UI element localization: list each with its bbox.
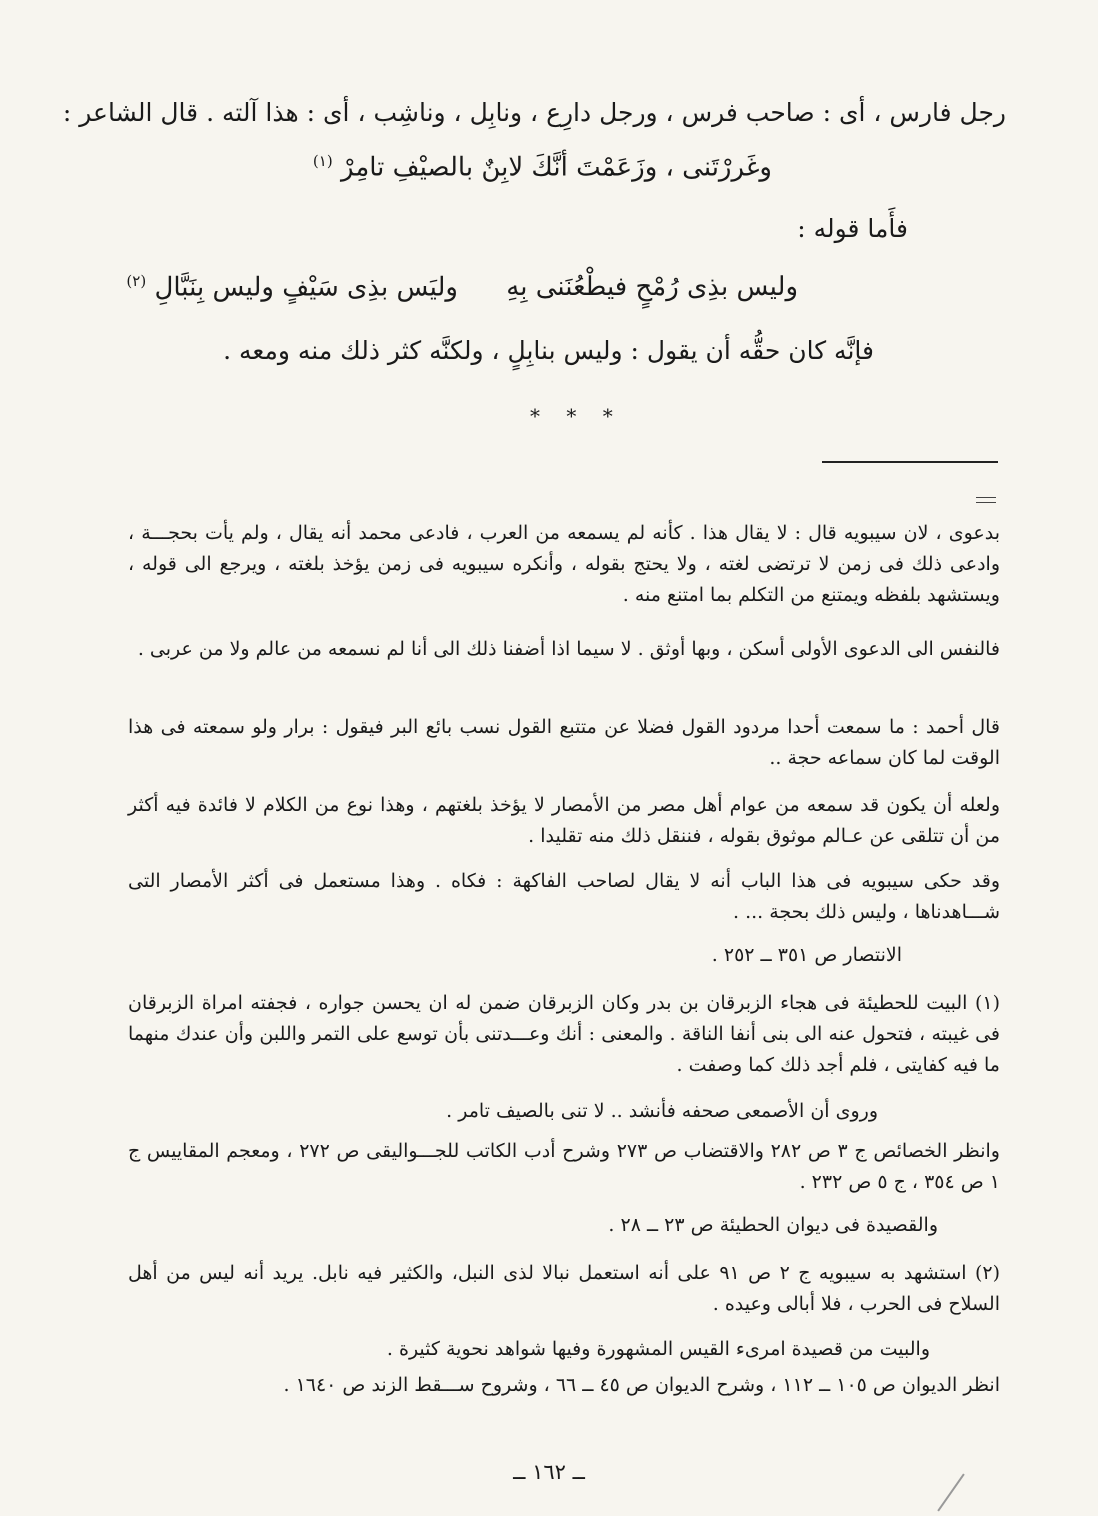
double-line-mark	[976, 497, 996, 503]
section-divider-stars: * * *	[530, 404, 623, 428]
footnote-1-diwan: والقصيدة فى ديوان الحطيئة ص ٢٣ ــ ٢٨ .	[608, 1214, 938, 1236]
footnote-paragraph-4: ولعله أن يكون قد سمعه من عوام أهل مصر من الأمصار لا يؤخذ بلغتهم ، وهذا نوع من الكلام لا فائدة فيه أكثر من أن تتلقى عن عـالم موثوق بقوله ، فننقل ذلك منه تقليدا .	[128, 794, 1000, 847]
footnote-ref-1: (١)	[312, 152, 333, 170]
footnote-1-references: وانظر الخصائص ج ٣ ص ٢٨٢ والاقتضاب ص ٢٧٣ وشرح أدب الكاتب للجـــواليقى ص ٢٧٢ ، ومعجم المقاييس ج ١ ص ٣٥٤ ، ج ٥ ص ٢٣٢ .	[128, 1140, 1000, 1193]
verse-2-first-hemistich: وليس بذِى رُمْحٍ فيطْعُنَنى بِهِ	[506, 272, 798, 302]
footnote-1: (١) البيت للحطيئة فى هجاء الزبرقان بن بدر وكان الزبرقان ضمن له ان يحسن جواره ، فجفته امراة الزبرقان فى غيبته ، فتحول عنه الى بنى أنفا الناقة . والمعنى : أنك وعـــدتنى بأن توسع على التمر واللبن وأن عندك منهما ما فيه كفايتى ، فلم أجد ذلك كما وصفت .	[128, 992, 1000, 1076]
footnote-paragraph-2: فالنفس الى الدعوى الأولى أسكن ، وبها أوثق . لا سيما اذا أضفنا ذلك الى أنا لم نسمعه من عالم ولا من عربى .	[137, 638, 1000, 660]
verse-1	[313, 152, 772, 183]
footnote-2-poem: والبيت من قصيدة امرىء القيس المشهورة وفيها شواهد نحوية كثيرة .	[386, 1338, 930, 1360]
main-line-1: رجل فارس ، أى : صاحب فرس ، ورجل دارِع ، ونابِل ، وناشِب ، أى : هذا آلته . قال الشاعر :	[62, 98, 1006, 127]
verse-2-second-text: وليَس بذِى سَيْفٍ وليس بِنَبَّالِ	[154, 272, 458, 303]
verse-2-second-hemistich	[126, 272, 458, 303]
footnote-separator-rule	[822, 461, 998, 463]
main-line-3: فأَما قوله :	[797, 214, 908, 243]
footnote-ref-2: (٢)	[126, 272, 147, 290]
footnote-paragraph-1: بدعوى ، لان سيبويه قال : لا يقال هذا . كأنه لم يسمعه من العرب ، فادعى محمد أنه يقال ، ولم يأت بحجـــة ، وادعى ذلك فى زمن لا ترتضى لغته ، ولا يحتج بقوله ، وأنكره سيبويه فى زمن يؤخذ بلغته ، ويرجع الى قوله ، ويستشهد بلفظه ويمتنع من التكلم بما امتنع منه .	[128, 522, 1000, 606]
page-number: ــ ١٦٢ ــ	[513, 1460, 585, 1484]
footnote-2: (٢) استشهد به سيبويه ج ٢ ص ٩١ على أنه استعمل نبالا لذى النبل، والكثير فيه نابل. يريد أنه ليس من أهل السلاح فى الحرب ، فلا أبالى وعيده .	[128, 1262, 1001, 1315]
footnote-paragraph-5: وقد حكى سيبويه فى هذا الباب أنه لا يقال لصاحب الفاكهة : فكاه . وهذا مستعمل فى أكثر الأمصار التى شـــاهدناها ، وليس ذلك بحجة ... .	[128, 870, 1000, 923]
footnote-source: الانتصار ص ٣٥١ ــ ٢٥٢ .	[711, 944, 902, 966]
footnote-2-references: انظر الديوان ص ١٠٥ ــ ١١٢ ، وشرح الديوان ص ٤٥ ــ ٦٦ ، وشروح ســـقط الزند ص ١٦٤٠ .	[283, 1374, 1000, 1396]
footnote-paragraph-3: قال أحمد : ما سمعت أحدا مردود القول فضلا عن متتبع القول نسب بائع البر فيقول : برار ولو سمعته فى هذا الوقت لما كان سماعه حجة ..	[128, 716, 1000, 769]
footnote-1-variant: وروى أن الأصمعى صحفه فأنشد .. لا تنى بالصيف تامر .	[446, 1100, 878, 1122]
verse-1-text: وغَررْتَنى ، وزَعَمْتَ أنَّكَ لابِنٌ بالصيْفِ تامِرْ	[340, 152, 772, 183]
main-line-5: فإنَّه كان حقُّه أن يقول : وليس بنابِلٍ ، ولكنَّه كثر ذلك منه ومعه .	[223, 336, 874, 365]
